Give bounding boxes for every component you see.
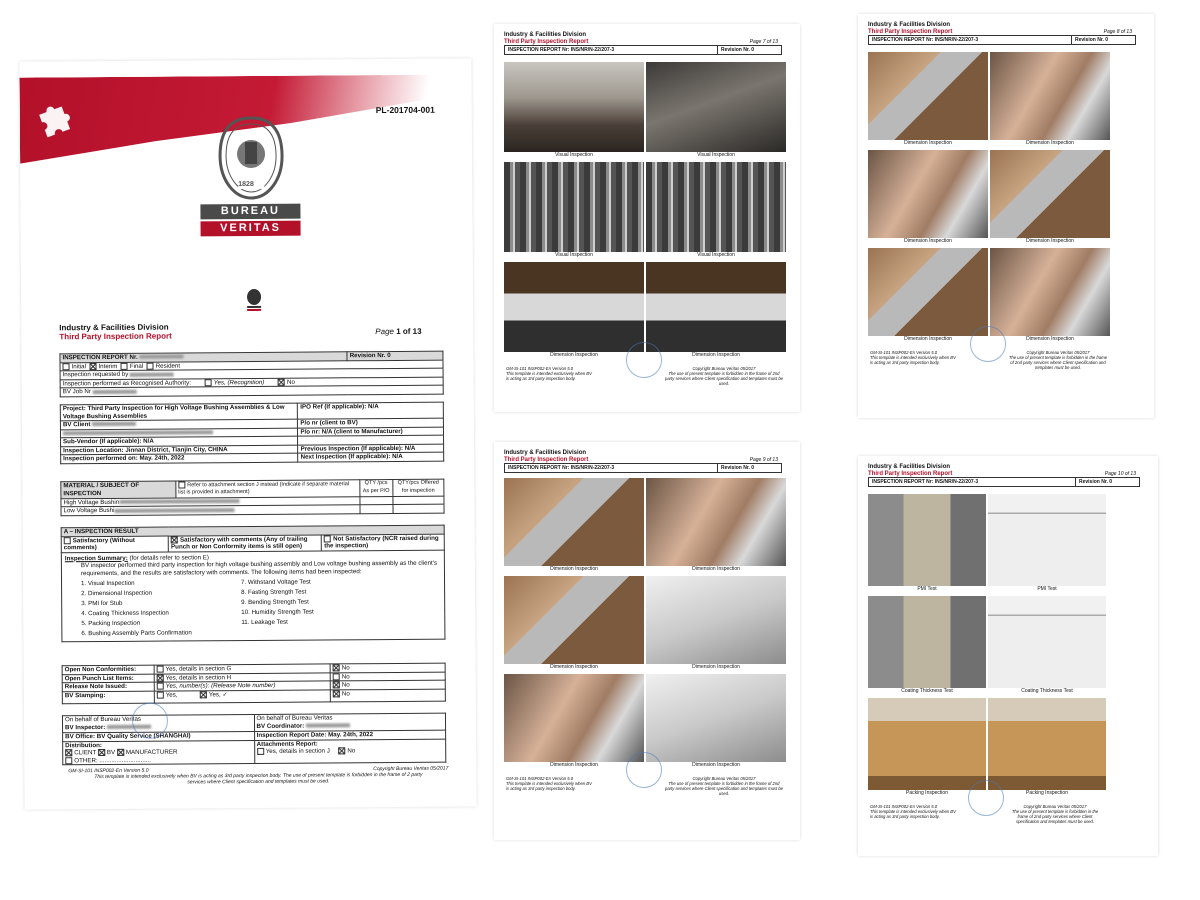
inspection-photo (988, 698, 1106, 796)
logo-year: 1828 (238, 180, 254, 189)
photo-grid (868, 494, 1106, 796)
inspection-photo (504, 478, 644, 572)
inspection-photo (868, 150, 988, 244)
location-cell: Inspection Location: Jinnan District, Tianjin City, CHINA (61, 445, 299, 455)
photo-caption: Packing Inspection (1026, 790, 1068, 796)
photo-image (504, 262, 644, 352)
inspection-photo (988, 494, 1106, 592)
photo-grid (504, 62, 786, 358)
inspection-photo (868, 52, 988, 146)
footer-left: GM-SI-101 INSP002-En Version 5.0 This template is intended exclusively when BV is acting as 3rd party inspection body. (506, 776, 592, 791)
inspection-photo (646, 674, 786, 768)
photo-image (646, 62, 786, 152)
inspection-photo (504, 62, 644, 158)
attachments-cell: Attachments Report: Yes, details in section J No (254, 739, 446, 764)
inspection-photo (990, 52, 1110, 146)
photo-caption: Packing Inspection (906, 790, 948, 796)
inspection-photo (504, 162, 644, 258)
page-number: Page 1 of 13 (375, 326, 422, 337)
division-title: Industry & Facilities Division Third Party Inspection Report (868, 22, 953, 35)
photo-caption: PMI Test (917, 586, 937, 592)
qty-offered-header: QTY/pcs Offered for inspection (393, 479, 444, 496)
report-cover-page (19, 58, 476, 809)
bv-stamp-seal-icon (970, 326, 1006, 362)
po-manufacturer-cell: P/o nr: N/A (client to Manufacturer) (298, 427, 444, 437)
photo-caption: Dimension Inspection (550, 566, 598, 572)
photo-image (868, 150, 988, 238)
photo-caption: Dimension Inspection (692, 762, 740, 768)
footer-right: Copyright Bureau Veritas 05/2017 The use of present template is forbidden in the frame of 2nd party services where Client specification and templates must be used. (1011, 804, 1099, 824)
inspected-items-right: 7. Withstand Voltage Test 8. Fasting Strength Test 9. Bending Strength Test 10. Humidity Strength Test 11. Leakage Test (241, 578, 314, 627)
ipo-ref-cell: IPO Ref (If applicable): N/A (298, 402, 444, 419)
inspection-type-row: Initial Interim Final Resident (60, 360, 443, 371)
signature-table (62, 713, 446, 766)
material-table (60, 479, 444, 517)
page-number: Page 7 of 13 (749, 39, 778, 45)
inspection-result-table (61, 525, 446, 643)
photo-image (868, 248, 988, 336)
puzzle-piece-icon (36, 101, 76, 137)
photo-image (990, 248, 1110, 336)
photo-caption: Dimension Inspection (1026, 238, 1074, 244)
open-nc-no: No (330, 663, 445, 672)
division-title: Industry & Facilities Division Third Party Inspection Report (59, 322, 172, 342)
footer-right: Copyright Bureau Veritas 05/2017 The use of present template is forbidden in the frame of 2nd party services where Client specification and templates must be used. (664, 366, 783, 386)
bv-stamp-seal-icon (132, 703, 168, 739)
photo-caption: Coating Thickness Test (901, 688, 953, 694)
bv-stamp-seal-icon (626, 752, 662, 788)
division-title: Industry & Facilities Division Third Party Inspection Report (504, 32, 589, 45)
photo-image (646, 162, 786, 252)
open-nc-label: Open Non Conformities: (62, 665, 154, 674)
photo-image (868, 698, 986, 790)
photo-caption: Visual Inspection (697, 252, 735, 258)
photo-caption: Dimension Inspection (692, 352, 740, 358)
footer-right: Copyright Bureau Veritas 05/2017 The use of present template is forbidden in the frame of 2nd party services where Client specification and templates must be used. (1008, 350, 1108, 370)
previous-inspection-cell: Previous Inspection (If applicable): N/A (298, 444, 444, 454)
photo-image (868, 494, 986, 586)
performed-date-cell: Inspection performed on: May. 24th, 2022 (61, 453, 299, 463)
open-punch-yes: Yes, details in section H (154, 673, 330, 683)
inspection-photo (868, 494, 986, 592)
po-client-cell: P/o nr (client to BV) (298, 418, 444, 428)
photo-image (988, 494, 1106, 586)
inspection-photo (646, 478, 786, 572)
photo-page-7 (494, 24, 800, 412)
inspection-photo (868, 698, 986, 796)
photo-page-9 (494, 442, 800, 840)
photo-image (868, 52, 988, 140)
inspection-photo (504, 262, 644, 358)
report-header-table (59, 351, 443, 397)
photo-image (504, 674, 644, 762)
page-number: Page 10 of 13 (1104, 471, 1136, 477)
inspection-photo (646, 62, 786, 158)
photo-image (646, 674, 786, 762)
footer-right: Copyright Bureau Veritas 05/2017 The use of present template is forbidden in the frame of 2nd party services where Client specification and templates must be used. (664, 776, 783, 796)
photo-caption: Dimension Inspection (550, 762, 598, 768)
summary-text: BV inspector performed third party inspection for high voltage bushing assembly and Low voltage bushing assembly as the client's requirements, and the results are satisfactory with comments. The following items had been inspected: (80, 559, 438, 577)
photo-grid (868, 52, 1110, 342)
material-header: MATERIAL / SUBJECT OF INSPECTION (61, 481, 176, 499)
report-header: INSPECTION REPORT Nr: INS/NR/N-22/207-3 Revision Nr. 0 (868, 35, 1136, 45)
inspection-photo (646, 162, 786, 258)
open-nc-yes: Yes, details in section G (154, 664, 330, 674)
photo-caption: Visual Inspection (555, 152, 593, 158)
bv-job-row: BV Job Nr (60, 385, 443, 396)
photo-caption: Dimension Inspection (1026, 336, 1074, 342)
photo-caption: Coating Thickness Test (1021, 688, 1073, 694)
result-satisfactory: Satisfactory (Without comments) (61, 536, 168, 553)
recognised-row: Inspection performed as Recognised Authority: Yes, (Recognition) No (60, 377, 443, 388)
footer-left: GM-SI-101 INSP002-En Version 5.0 This template is intended exclusively when BV is acting as 3rd party inspection body. (870, 350, 956, 365)
report-header: INSPECTION REPORT Nr: INS/NR/N-22/207-3 Revision Nr. 0 (504, 45, 782, 55)
photo-caption: Visual Inspection (697, 152, 735, 158)
photo-grid (504, 478, 786, 768)
bv-stamping-label: BV Stamping: (62, 691, 154, 704)
inspection-photo (646, 262, 786, 358)
inspection-photo (990, 150, 1110, 244)
report-header: INSPECTION REPORT Nr: INS/NR/N-22/207-3 Revision Nr. 0 (868, 477, 1140, 487)
footer-left: GM-SI-101 INSP002-En Version 5.0 This template is intended exclusively when BV is acting as 3rd party inspection body. (870, 804, 956, 819)
photo-caption: Dimension Inspection (550, 352, 598, 358)
bv-office-cell: BV Office: BV Quality Service (SHANGHAI) (63, 731, 255, 741)
release-note-label: Release Note Issued: (62, 682, 154, 691)
inspection-photo (868, 248, 988, 342)
division-title: Industry & Facilities Division Third Party Inspection Report (868, 464, 953, 477)
report-header: INSPECTION REPORT Nr: INS/NR/N-22/207-3 Revision Nr. 0 (504, 463, 782, 473)
photo-image (988, 596, 1106, 688)
next-inspection-cell: Next Inspection (If applicable): N/A (298, 452, 444, 462)
material-item-hv: High Voltage Bushin (61, 497, 360, 508)
inspection-photo (504, 674, 644, 768)
photo-caption: Dimension Inspection (550, 664, 598, 670)
release-note-yes: Yes, number(s): (Release Note number) (154, 681, 330, 691)
inspection-photo (988, 596, 1106, 694)
status-table (62, 663, 446, 705)
photo-image (504, 576, 644, 664)
photo-page-8 (858, 14, 1154, 418)
photo-image (990, 150, 1110, 238)
bv-stamp-seal-icon (968, 780, 1004, 816)
photo-caption: Dimension Inspection (692, 664, 740, 670)
report-nr-cell: INSPECTION REPORT Nr. (60, 352, 347, 363)
inspection-photo (646, 576, 786, 670)
inspection-summary: Inspection Summary: (for details refer to section E) BV inspector performed third party inspection for high voltage bushing assembly and Low voltage bushing assembly as the client's requirements, and the results are satisfactory with comments. The following items had been inspected: 1. Visual Inspection 2. Dimensional Inspection 3. PMI for Stub 4. Coating Thickness Inspection 5. Packing Inspection 6. Bushing Assembly Parts Confirmation 7. Withstand Voltage Test 8. Fasting Strength Test 9. Bending Strength Test 10. Humidity Strength Test 11. Leakage Test (61, 550, 445, 642)
page-number: Page 8 of 13 (1103, 29, 1132, 35)
photo-image (990, 52, 1110, 140)
photo-image (646, 478, 786, 566)
photo-page-10 (858, 456, 1158, 856)
behalf-inspector: On behalf of Bureau Veritas BV Inspector: (62, 714, 254, 732)
project-cell: Project: Third Party Inspection for High Voltage Bushing Assemblies & Low Voltage Bushing Assemblies (60, 403, 298, 421)
photo-caption: Dimension Inspection (1026, 140, 1074, 146)
photo-image (646, 262, 786, 352)
revision-cell: Revision Nr. 0 (347, 351, 443, 360)
behalf-coordinator: On behalf of Bureau Veritas BV Coordinator: (254, 713, 446, 731)
document-code: PL-201704-001 (375, 104, 435, 116)
result-not-satisfactory: Not Satisfactory (NCR raised during the inspection) (322, 534, 445, 551)
small-bv-logo-icon (245, 288, 263, 312)
bv-stamp-seal-icon (626, 342, 662, 378)
result-header: A – INSPECTION RESULT (61, 525, 444, 536)
photo-caption: Dimension Inspection (904, 336, 952, 342)
bureau-veritas-wordmark: BUREAU VERITAS (200, 204, 300, 237)
photo-image (504, 62, 644, 152)
photo-image (504, 478, 644, 566)
bv-stamping-no: No (330, 689, 445, 702)
project-table (60, 402, 444, 464)
cover-footer: GM-SI-101 INSP002-En Version 5.0 Copyright Bureau Veritas 05/2017 This template is intended exclusively when BV is acting as 3rd party inspection body. The use of present template is forbidden in the frame of 2 party services where Client specification and templates must be used. (68, 765, 449, 786)
requested-by-row: Inspection requested by (60, 368, 443, 379)
refer-attachment-cell: Refer to attachment section J instead (Indicate if separate material list is provided in attachment) (176, 480, 360, 498)
photo-caption: PMI Test (1037, 586, 1057, 592)
division-title: Industry & Facilities Division Third Party Inspection Report (504, 450, 589, 463)
inspection-photo (868, 596, 986, 694)
open-punch-no: No (330, 672, 445, 681)
open-punch-label: Open Punch List Items: (62, 674, 154, 683)
photo-caption: Dimension Inspection (904, 238, 952, 244)
material-item-lv: Low Voltage Bushi (61, 505, 360, 516)
bv-client-cell: BV Client (60, 419, 298, 429)
inspected-items-left: 1. Visual Inspection 2. Dimensional Inspection 3. PMI for Stub 4. Coating Thickness Inspection 5. Packing Inspection 6. Bushing Assembly Parts Confirmation (81, 579, 192, 638)
page-number: Page 9 of 13 (749, 457, 778, 463)
release-note-no: No (330, 680, 445, 689)
inspection-photo (990, 248, 1110, 342)
photo-caption: Dimension Inspection (904, 140, 952, 146)
distribution-cell: Distribution: CLIENT BV MANUFACTURER OTHER: .............................. (63, 740, 255, 765)
photo-image (988, 698, 1106, 790)
bv-stamping-yes: Yes, Yes, ✓ (154, 690, 330, 703)
qty-po-header: QTY /pcs As per P/O (360, 479, 393, 496)
result-satisfactory-comments: Satisfactory with comments (Any of trailing Punch or Non Conformity items is still open) (168, 534, 321, 551)
photo-image (868, 596, 986, 688)
report-date-cell: Inspection Report Date: May. 24th, 2022 (254, 730, 446, 740)
sub-vendor-cell: Sub-Vendor (If applicable): N/A (61, 436, 299, 446)
inspection-photo (504, 576, 644, 670)
photo-caption: Dimension Inspection (692, 566, 740, 572)
footer-left: GM-SI-101 INSP002-En Version 5.0 This template is intended exclusively when BV is acting as 3rd party inspection body. (506, 366, 592, 381)
photo-image (646, 576, 786, 664)
photo-caption: Visual Inspection (555, 252, 593, 258)
photo-image (504, 162, 644, 252)
